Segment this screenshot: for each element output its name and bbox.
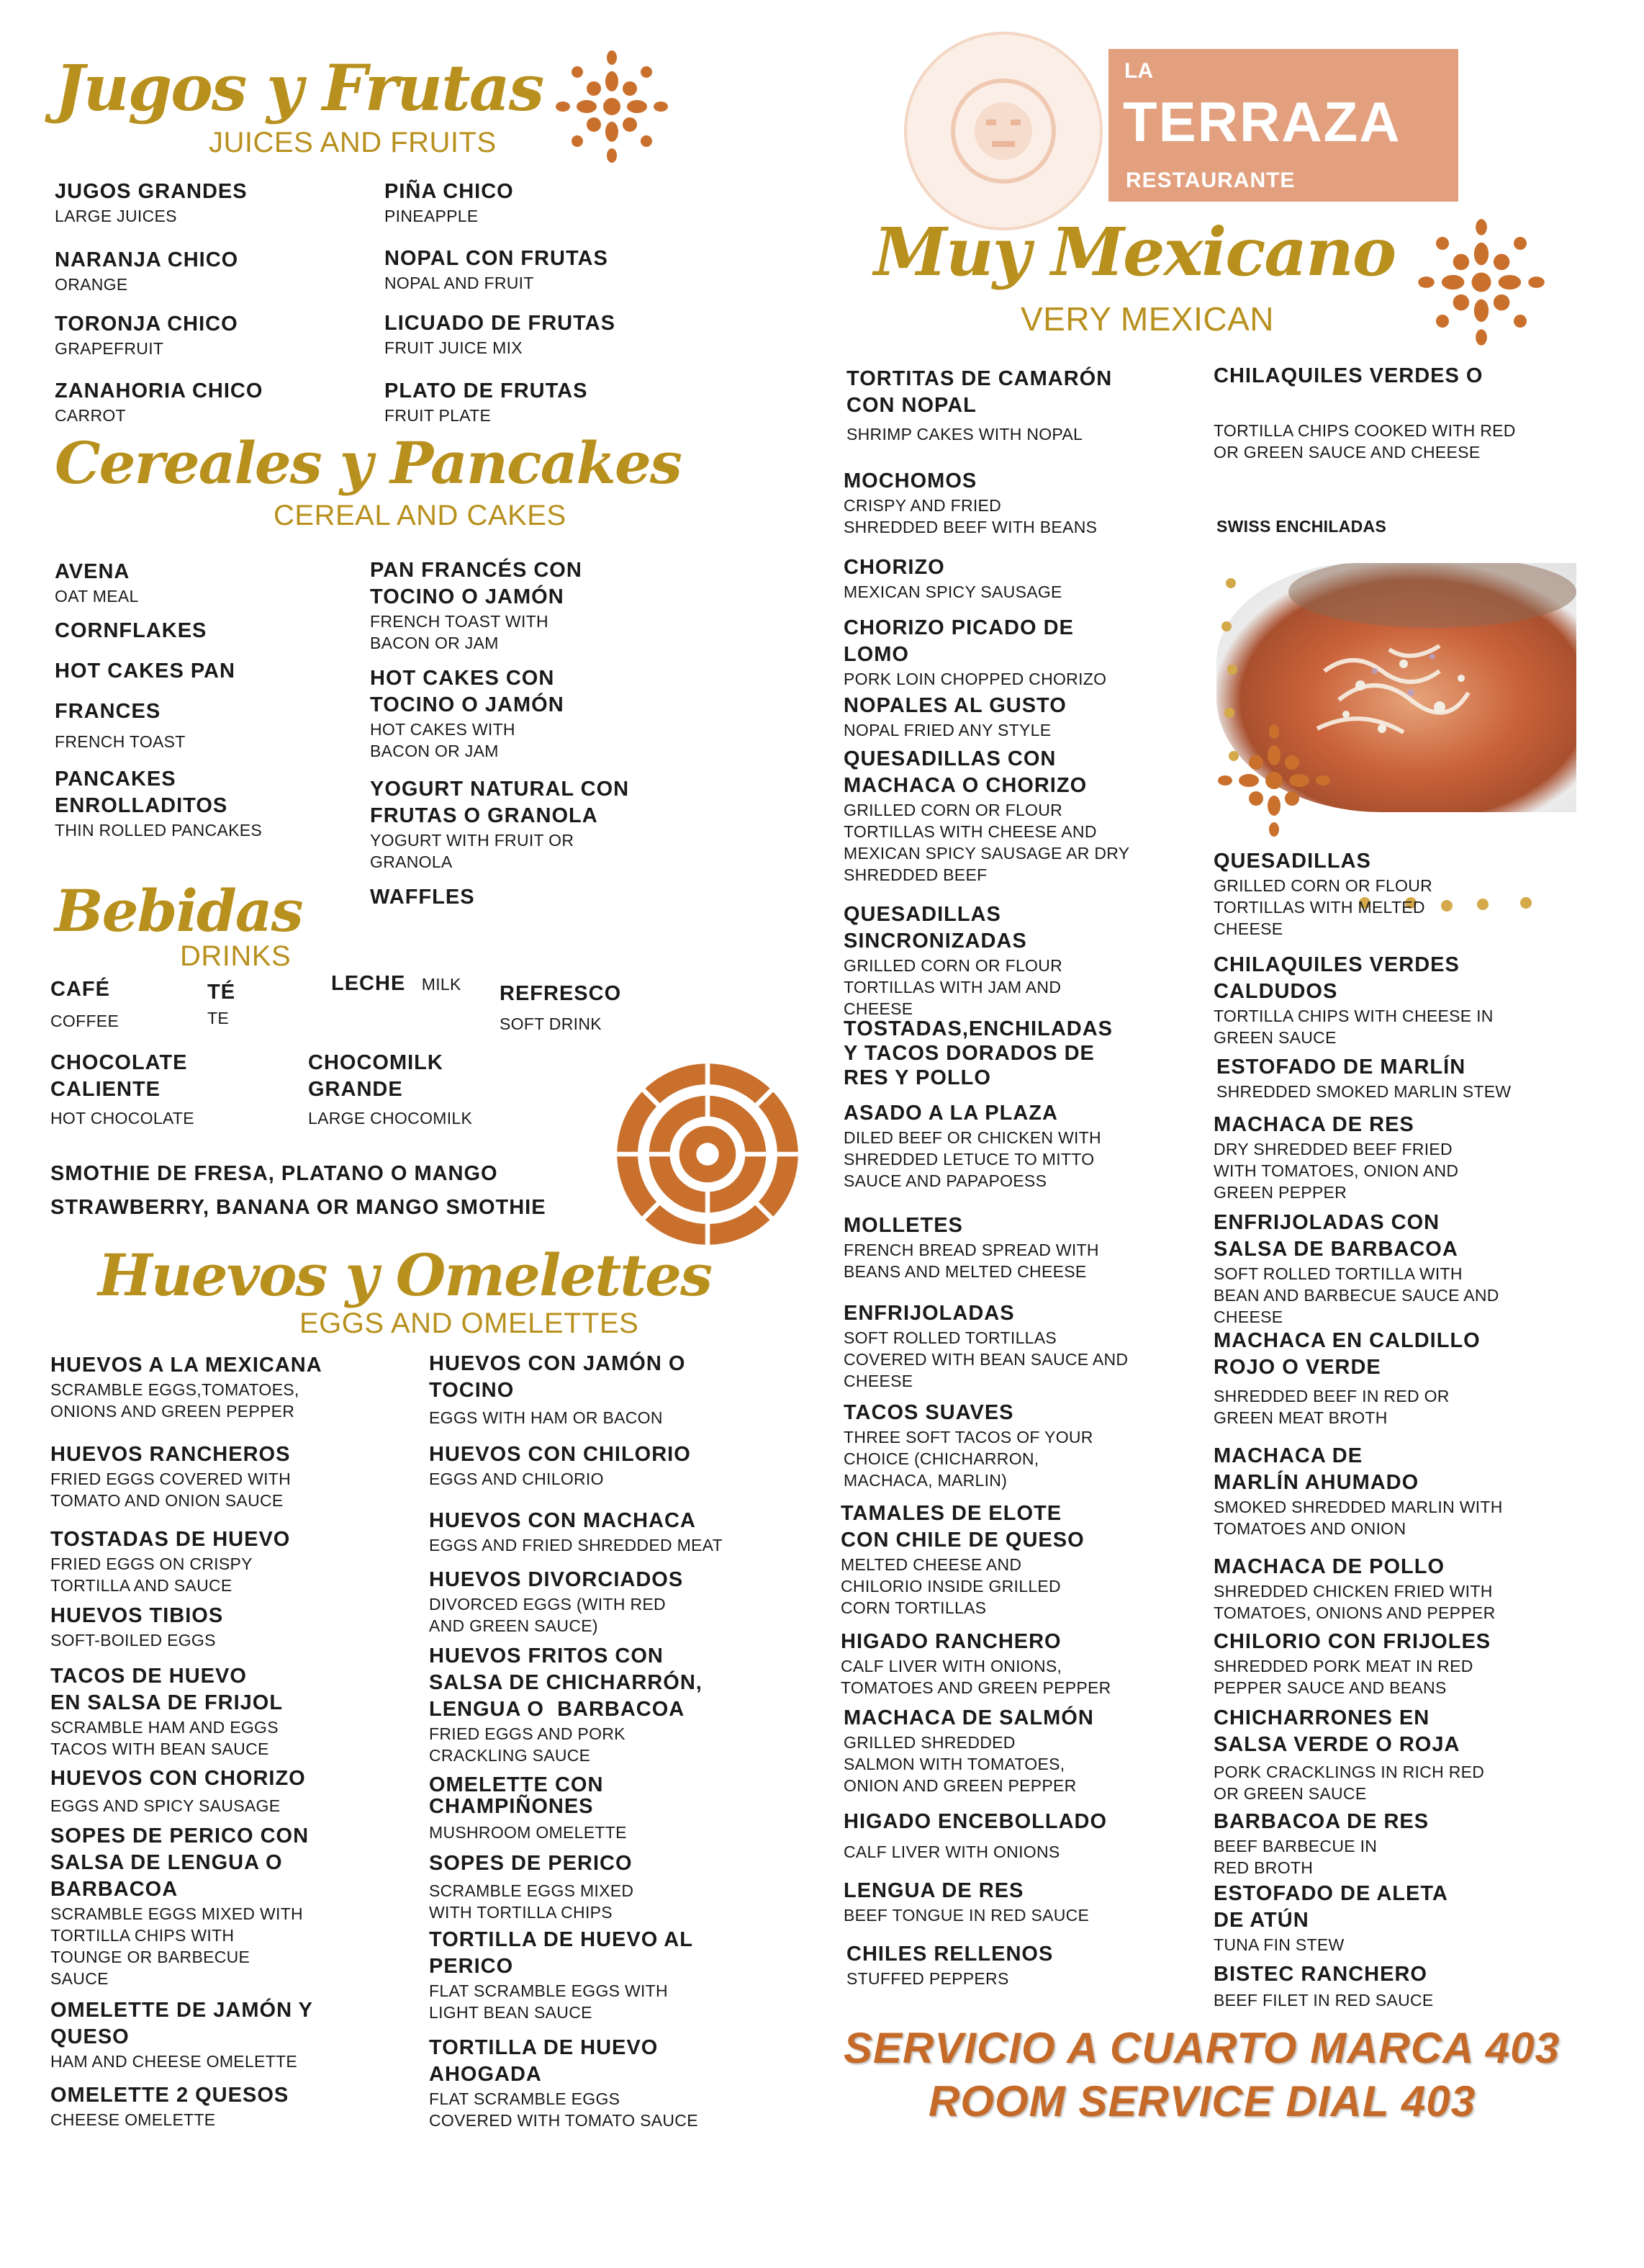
menu-item: AVENA OAT MEAL — [55, 560, 139, 606]
menu-item: MACHACA DE SALMÓN GRILLED SHREDDED SALMON WITH TOMATOES, ONION AND GREEN PEPPER — [844, 1706, 1094, 1795]
menu-item: CHILAQUILES VERDES CALDUDOS TORTILLA CHIPS WITH CHEESE IN GREEN SAUCE — [1214, 953, 1494, 1047]
menu-item: SWISS ENCHILADAS — [1216, 517, 1387, 536]
menu-item: TÉ TE — [207, 981, 236, 1027]
menu-item: REFRESCO SOFT DRINK — [500, 982, 622, 1033]
menu-item: OMELETTE CON CHAMPIÑONES MUSHROOM OMELETTE — [429, 1773, 627, 1842]
jugos-subtitle: JUICES AND FRUITS — [209, 127, 497, 158]
menu-item: WAFFLES — [370, 886, 475, 909]
menu-item: MACHACA DE RES DRY SHREDDED BEEF FRIED WITH TOMATOES, ONION AND GREEN PEPPER — [1214, 1113, 1459, 1202]
menu-item: CHILES RELLENOS STUFFED PEPPERS — [846, 1943, 1054, 1988]
dots-ornament-icon — [1216, 569, 1245, 806]
flower-ornament-icon — [1409, 217, 1553, 347]
menu-item: CHICHARRONES EN SALSA VERDE O ROJA PORK CRACKLINGS IN RICH RED OR GREEN SAUCE — [1214, 1706, 1485, 1803]
menu-item: TORTILLA DE HUEVO AHOGADA FLAT SCRAMBLE EGGS COVERED WITH TOMATO SAUCE — [429, 2036, 698, 2130]
menu-item: TORONJA CHICO GRAPEFRUIT — [55, 312, 238, 358]
sun-medallion-icon — [613, 1060, 802, 1248]
bebidas-subtitle: DRINKS — [180, 940, 292, 972]
menu-item: TOSTADAS DE HUEVO FRIED EGGS ON CRISPY TORTILLA AND SAUCE — [50, 1528, 291, 1595]
menu-item: HUEVOS CON JAMÓN O TOCINO EGGS WITH HAM OR BACON — [429, 1352, 686, 1427]
room-service-es: SERVICIO A CUARTO MARCA 403 — [844, 2024, 1560, 2072]
menu-item: BISTEC RANCHERO BEEF FILET IN RED SAUCE — [1214, 1963, 1434, 2010]
menu-item: SOPES DE PERICO SCRAMBLE EGGS MIXED WITH TORTILLA CHIPS — [429, 1852, 634, 1922]
menu-item: ESTOFADO DE MARLÍN SHREDDED SMOKED MARLIN STEW — [1216, 1056, 1512, 1101]
menu-item: QUESADILLAS SINCRONIZADAS GRILLED CORN OR FLOUR TORTILLAS WITH JAM AND CHEESE — [844, 903, 1063, 1018]
menu-item: CHILAQUILES VERDES O TORTILLA CHIPS COOKED WITH RED OR GREEN SAUCE AND CHEESE — [1214, 364, 1516, 462]
menu-item: ENFRIJOLADAS CON SALSA DE BARBACOA SOFT ROLLED TORTILLA WITH BEAN AND BARBECUE SAUCE AND CHEESE — [1214, 1211, 1499, 1326]
menu-item: JUGOS GRANDES LARGE JUICES — [55, 180, 248, 225]
menu-item: ENFRIJOLADAS SOFT ROLLED TORTILLAS COVERED WITH BEAN SAUCE AND CHEESE — [844, 1302, 1129, 1390]
menu-item: HUEVOS RANCHEROS FRIED EGGS COVERED WITH TOMATO AND ONION SAUCE — [50, 1443, 292, 1510]
logo-tagline: RESTAURANTE — [1126, 168, 1296, 192]
menu-item: CAFÉ COFFEE — [50, 978, 119, 1030]
menu-item: TACOS DE HUEVO EN SALSA DE FRIJOL SCRAMBLE HAM AND EGGS TACOS WITH BEAN SAUCE — [50, 1665, 284, 1758]
menu-item: TACOS SUAVES THREE SOFT TACOS OF YOUR CHOICE (CHICHARRON, MACHACA, MARLIN) — [844, 1401, 1093, 1490]
menu-item: CHORIZO MEXICAN SPICY SAUSAGE — [844, 556, 1062, 601]
menu-item: HUEVOS CON CHORIZO EGGS AND SPICY SAUSAGE — [50, 1767, 306, 1815]
menu-item: NOPAL CON FRUTAS NOPAL AND FRUIT — [384, 247, 608, 292]
logo-sun-emblem — [904, 32, 1103, 230]
menu-item: FRANCES FRENCH TOAST — [55, 700, 186, 751]
mexicano-title: Muy Mexicano — [874, 213, 1396, 291]
menu-item: MACHACA DE MARLÍN AHUMADO SMOKED SHREDDED MARLIN WITH TOMATOES AND ONION — [1214, 1444, 1503, 1538]
huevos-subtitle: EGGS AND OMELETTES — [299, 1308, 639, 1339]
sun-face-icon — [907, 35, 1100, 228]
logo-brand-box — [1108, 49, 1458, 202]
menu-item: MACHACA EN CALDILLO ROJO O VERDE SHREDDED BEEF IN RED OR GREEN MEAT BROTH — [1214, 1329, 1481, 1427]
room-service-en: ROOM SERVICE DIAL 403 — [929, 2077, 1476, 2125]
menu-item: CHORIZO PICADO DE LOMO PORK LOIN CHOPPED CHORIZO — [844, 616, 1107, 688]
menu-item: HOT CAKES PAN — [55, 660, 235, 683]
menu-item: CHOCOMILK GRANDE LARGE CHOCOMILK — [308, 1051, 473, 1128]
menu-item: HIGADO RANCHERO CALF LIVER WITH ONIONS, TOMATOES AND GREEN PEPPER — [841, 1630, 1111, 1697]
menu-item: TAMALES DE ELOTE CON CHILE DE QUESO MELTED CHEESE AND CHILORIO INSIDE GRILLED CORN TORTILLAS — [841, 1502, 1085, 1617]
menu-item: HIGADO ENCEBOLLADO CALF LIVER WITH ONIONS — [844, 1810, 1107, 1861]
cereales-subtitle: CEREAL AND CAKES — [274, 500, 566, 531]
menu-item: HUEVOS TIBIOS SOFT-BOILED EGGS — [50, 1604, 224, 1650]
menu-item: CHILORIO CON FRIJOLES SHREDDED PORK MEAT IN RED PEPPER SAUCE AND BEANS — [1214, 1630, 1491, 1697]
menu-item: SMOTHIE DE FRESA, PLATANO O MANGO STRAWBERRY, BANANA OR MANGO SMOTHIE — [50, 1162, 546, 1219]
menu-item: OMELETTE 2 QUESOS CHEESE OMELETTE — [50, 2084, 289, 2129]
menu-item: NARANJA CHICO ORANGE — [55, 248, 239, 294]
menu-item: HUEVOS FRITOS CON SALSA DE CHICHARRÓN, LENGUA O BARBACOA FRIED EGGS AND PORK CRACKLING SAUCE — [429, 1644, 703, 1765]
menu-item: MOCHOMOS CRISPY AND FRIED SHREDDED BEEF WITH BEANS — [844, 469, 1098, 536]
menu-item: CORNFLAKES — [55, 619, 207, 642]
menu-item: TOSTADAS,ENCHILADAS Y TACOS DORADOS DE RES Y POLLO — [844, 1017, 1113, 1089]
menu-item: PANCAKES ENROLLADITOS THIN ROLLED PANCAKES — [55, 768, 263, 840]
cereales-title: Cereales y Pancakes — [55, 429, 681, 497]
menu-item: PLATO DE FRUTAS FRUIT PLATE — [384, 379, 588, 425]
menu-item: HUEVOS CON MACHACA EGGS AND FRIED SHREDDED MEAT — [429, 1509, 723, 1554]
menu-item: MOLLETES FRENCH BREAD SPREAD WITH BEANS AND MELTED CHEESE — [844, 1214, 1099, 1281]
bebidas-title: Bebidas — [55, 877, 302, 945]
logo-name: TERRAZA — [1123, 90, 1401, 153]
menu-item: ASADO A LA PLAZA DILED BEEF OR CHICKEN WITH SHREDDED LETUCE TO MITTO SAUCE AND PAPAPOESS — [844, 1102, 1101, 1190]
menu-item: HOT CAKES CON TOCINO O JAMÓN HOT CAKES WITH BACON OR JAM — [370, 667, 564, 760]
menu-item: SOPES DE PERICO CON SALSA DE LENGUA O BARBACOA SCRAMBLE EGGS MIXED WITH TORTILLA CHIPS WITH TOUNGE OR BARBECUE SAUCE — [50, 1824, 310, 1988]
menu-item: MACHACA DE POLLO SHREDDED CHICKEN FRIED WITH TOMATOES, ONIONS AND PEPPER — [1214, 1555, 1496, 1622]
menu-item: ZANAHORIA CHICO CARROT — [55, 379, 263, 425]
mexicano-subtitle: VERY MEXICAN — [1021, 300, 1274, 338]
menu-item: LECHE MILK — [331, 972, 461, 995]
menu-item: PAN FRANCÉS CON TOCINO O JAMÓN FRENCH TOAST WITH BACON OR JAM — [370, 559, 582, 652]
menu-item: TORTILLA DE HUEVO AL PERICO FLAT SCRAMBLE EGGS WITH LIGHT BEAN SAUCE — [429, 1928, 693, 2022]
menu-item: LENGUA DE RES BEEF TONGUE IN RED SAUCE — [844, 1879, 1090, 1925]
flower-ornament-icon — [554, 49, 669, 164]
jugos-title: Jugos y Frutas — [55, 50, 543, 125]
menu-item: QUESADILLAS GRILLED CORN OR FLOUR TORTILLAS WITH MELTED CHEESE — [1214, 850, 1433, 938]
menu-item: LICUADO DE FRUTAS FRUIT JUICE MIX — [384, 312, 615, 357]
menu-item: YOGURT NATURAL CON FRUTAS O GRANOLA YOGURT WITH FRUIT OR GRANOLA — [370, 778, 630, 871]
menu-item: CHOCOLATE CALIENTE HOT CHOCOLATE — [50, 1051, 194, 1128]
menu-item: HUEVOS A LA MEXICANA SCRAMBLE EGGS,TOMATOES, ONIONS AND GREEN PEPPER — [50, 1354, 322, 1421]
menu-item: NOPALES AL GUSTO NOPAL FRIED ANY STYLE — [844, 694, 1067, 739]
menu-item: PIÑA CHICO PINEAPPLE — [384, 180, 514, 225]
menu-item: OMELETTE DE JAMÓN Y QUESO HAM AND CHEESE OMELETTE — [50, 1999, 313, 2071]
menu-item: QUESADILLAS CON MACHACA O CHORIZO GRILLED CORN OR FLOUR TORTILLAS WITH CHEESE AND MEXICAN SPICY SAUSAGE AR DRY SHREDDED BEEF — [844, 747, 1130, 884]
menu-item: BARBACOA DE RES BEEF BARBECUE IN RED BROTH — [1214, 1810, 1430, 1877]
logo-la: LA — [1124, 59, 1153, 83]
menu-item: ESTOFADO DE ALETA DE ATÚN TUNA FIN STEW — [1214, 1882, 1448, 1954]
menu-item: TORTITAS DE CAMARÓN CON NOPAL SHRIMP CAKES WITH NOPAL — [846, 367, 1113, 444]
huevos-title: Huevos y Omelettes — [98, 1241, 712, 1309]
menu-item: HUEVOS DIVORCIADOS DIVORCED EGGS (WITH RED AND GREEN SAUCE) — [429, 1568, 684, 1635]
menu-item: HUEVOS CON CHILORIO EGGS AND CHILORIO — [429, 1443, 691, 1488]
